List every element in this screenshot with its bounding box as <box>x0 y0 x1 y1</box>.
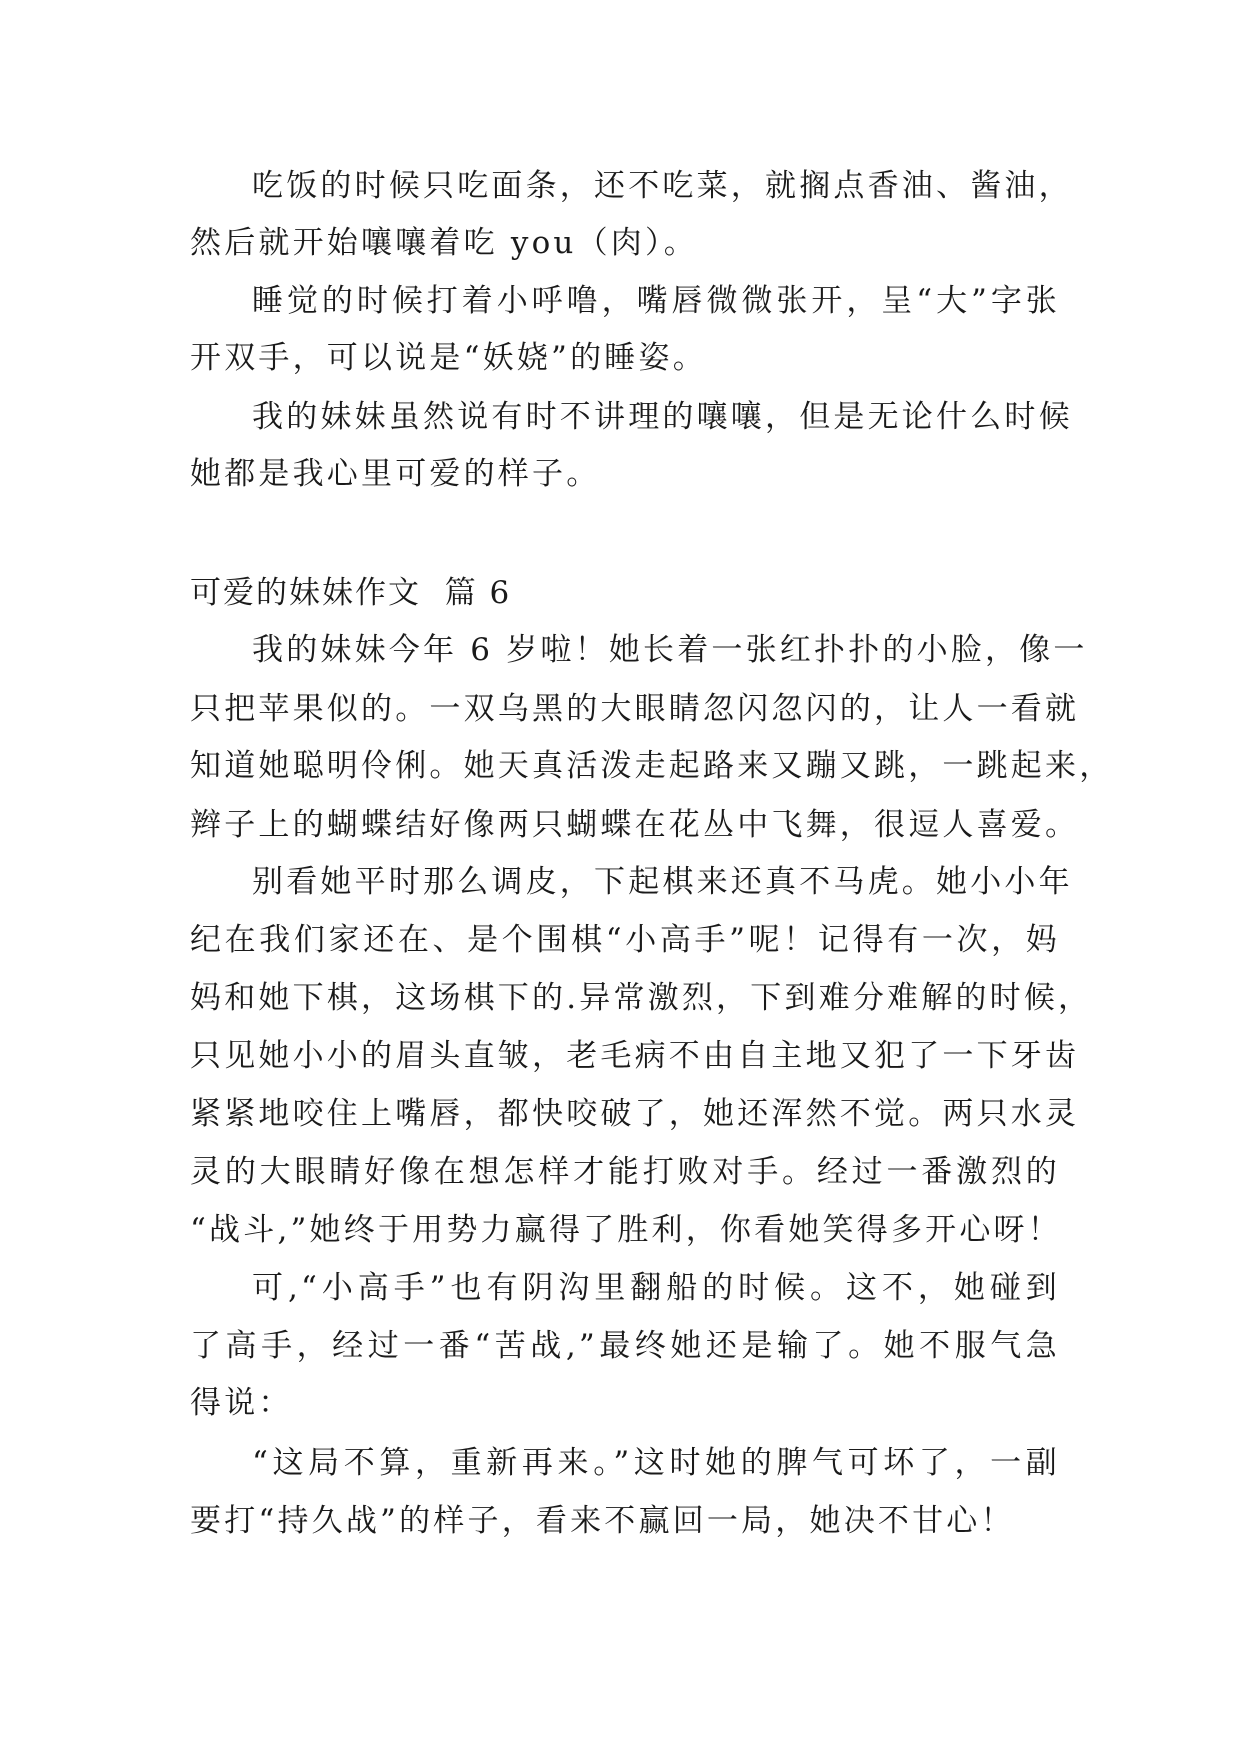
paragraph-line: 我的妹妹今年 6 岁啦！她长着一张红扑扑的小脸，像一 <box>252 632 1088 668</box>
paragraph-line: “战斗,”她终于用势力赢得了胜利，你看她笑得多开心呀！ <box>190 1212 1062 1248</box>
paragraph-line: 纪在我们家还在、是个围棋“小高手”呢！记得有一次，妈 <box>190 922 1060 958</box>
paragraph-line: 了高手，经过一番“苦战,”最终她还是输了。她不服气急 <box>190 1328 1060 1364</box>
paragraph-line: 灵的大眼睛好像在想怎样才能打败对手。经过一番激烈的 <box>190 1154 1060 1190</box>
paragraph-line: 紧紧地咬住上嘴唇，都快咬破了，她还浑然不觉。两只水灵 <box>190 1096 1080 1132</box>
paragraph-line: 妈和她下棋，这场棋下的.异常激烈，下到难分难解的时候， <box>190 980 1093 1016</box>
paragraph-line: 别看她平时那么调皮，下起棋来还真不马虎。她小小年 <box>252 864 1073 900</box>
paragraph-line: 吃饭的时候只吃面条，还不吃菜，就搁点香油、酱油， <box>252 168 1073 204</box>
paragraph-line: 只见她小小的眉头直皱，老毛病不由自主地又犯了一下牙齿 <box>190 1038 1080 1074</box>
paragraph-line: 开双手，可以说是“妖娆”的睡姿。 <box>190 340 707 376</box>
paragraph-line: 辫子上的蝴蝶结好像两只蝴蝶在花丛中飞舞，很逗人喜爱。 <box>190 807 1080 843</box>
paragraph-line: 睡觉的时候打着小呼噜，嘴唇微微张开，呈“大”字张 <box>252 283 1060 319</box>
paragraph-line: 只把苹果似的。一双乌黑的大眼睛忽闪忽闪的，让人一看就 <box>190 691 1080 727</box>
paragraph-line: 要打“持久战”的样子，看来不赢回一局，她决不甘心！ <box>190 1503 1015 1539</box>
section-title: 可爱的妹妹作文 篇 6 <box>190 575 512 611</box>
paragraph-line: 她都是我心里可爱的样子。 <box>190 456 601 492</box>
paragraph-line: 我的妹妹虽然说有时不讲理的嚷嚷，但是无论什么时候 <box>252 399 1073 435</box>
paragraph-line: “这局不算，重新再来。”这时她的脾气可坏了，一副 <box>252 1445 1060 1481</box>
paragraph-line: 然后就开始嚷嚷着吃 you（肉）。 <box>190 225 698 261</box>
paragraph-line: 可,“小高手”也有阴沟里翻船的时候。这不，她碰到 <box>252 1270 1060 1306</box>
paragraph-line: 得说： <box>190 1385 293 1421</box>
paragraph-line: 知道她聪明伶俐。她天真活泼走起路来又蹦又跳，一跳起来， <box>190 748 1114 784</box>
